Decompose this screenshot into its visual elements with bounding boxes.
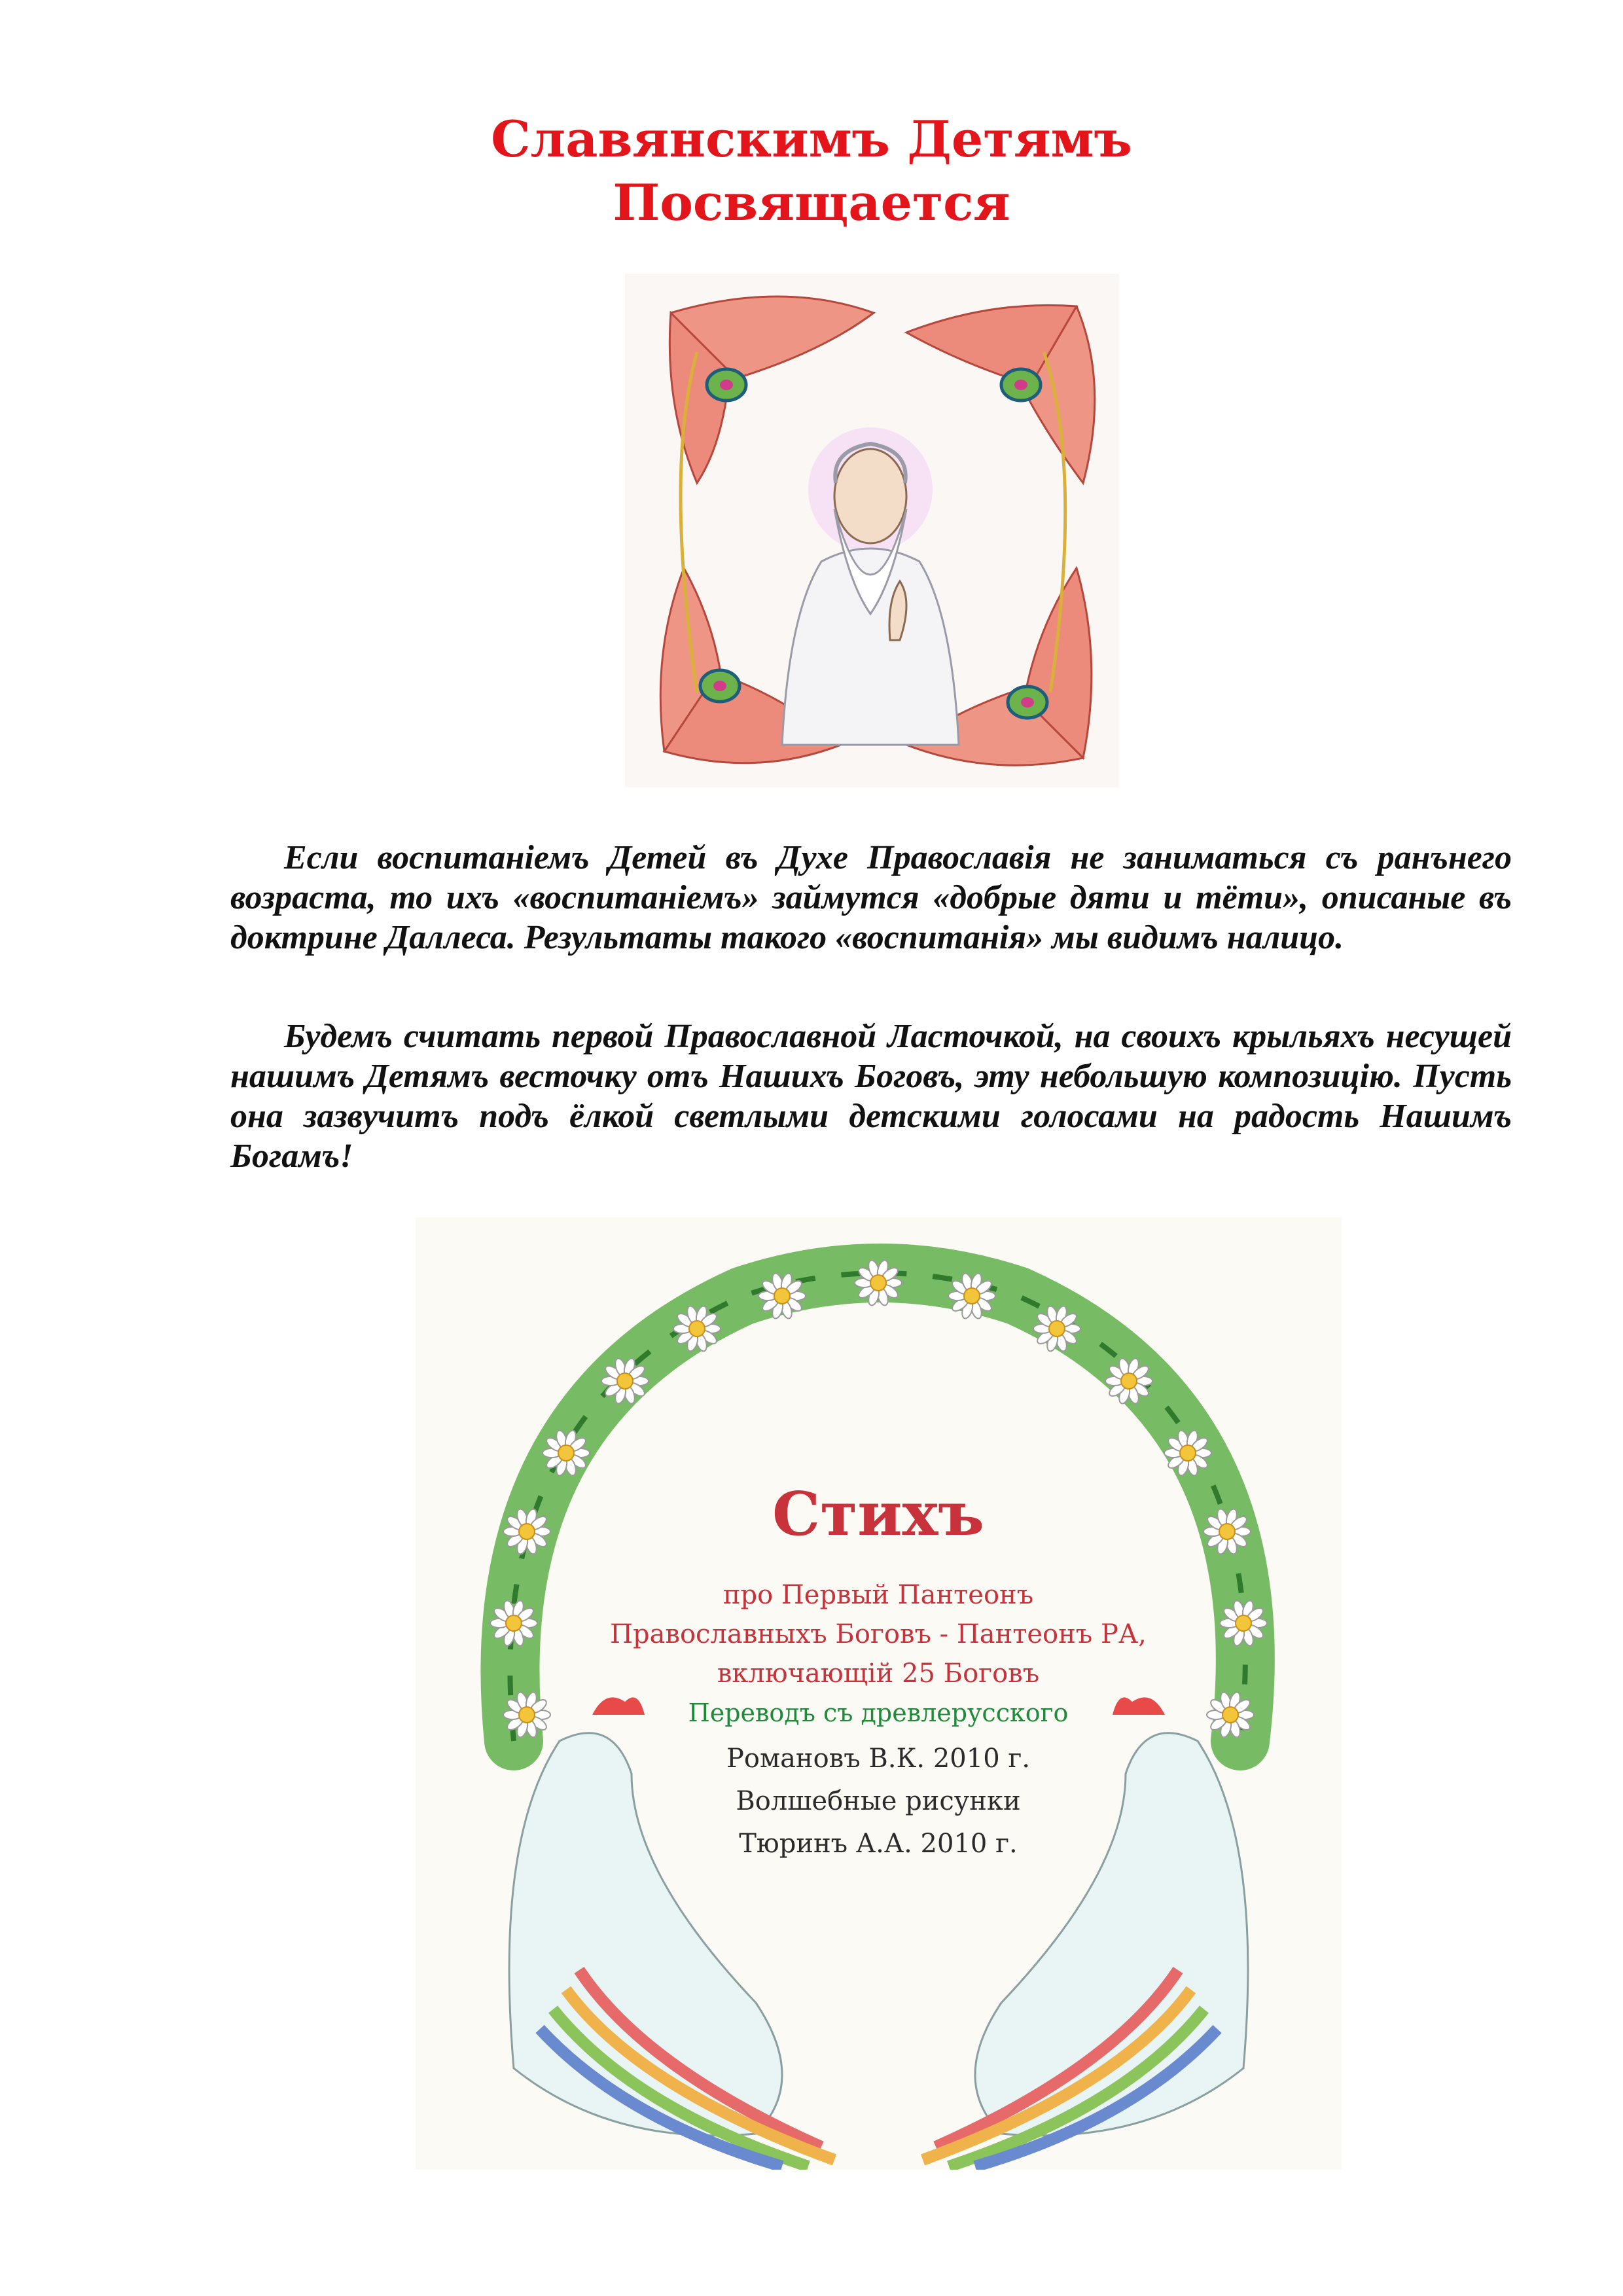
page-title-line-2: Посвящается	[613, 173, 1010, 232]
intro-paragraph-2: Будемъ считать первой Православной Ласточкой, на своихъ крыльяхъ несущей нашимъ Детямъ весточку отъ Нашихъ Боговъ, эту небольшую композицію. Пусть она зазвучитъ подъ ёлкой светлыми детскими голосами на радость Нашимъ Богамъ!	[230, 1018, 1512, 1175]
page-title-line-1: Славянскимъ Детямъ	[491, 110, 1132, 168]
cover-line-4: Переводъ съ древлерусского	[688, 1698, 1069, 1727]
elder-feathers-illustration	[625, 274, 1119, 787]
intro-paragraph-1: Если воспитаніемъ Детей въ Духе Православія не заниматься съ ранънего возраста, то ихъ «воспитаніемъ» займутся «добрые дяти и тёти», описаные въ доктрине Даллеса. Результаты такого «воспитанія» мы видимъ налицо.	[230, 839, 1512, 956]
cover-heading: Стихъ	[772, 1479, 984, 1549]
cover-line-7: Тюринъ А.А. 2010 г.	[739, 1829, 1018, 1859]
cover-line-5: Романовъ В.К. 2010 г.	[726, 1744, 1031, 1774]
cover-line-3: включающій 25 Боговъ	[717, 1659, 1040, 1689]
cover-line-1: про Первый Пантеонъ	[722, 1580, 1034, 1610]
cover-line-2: Православныхъ Боговъ - Пантеонъ РА,	[610, 1619, 1147, 1649]
cover-illustration	[416, 1217, 1342, 2170]
cover-line-6: Волшебные рисунки	[736, 1786, 1021, 1816]
